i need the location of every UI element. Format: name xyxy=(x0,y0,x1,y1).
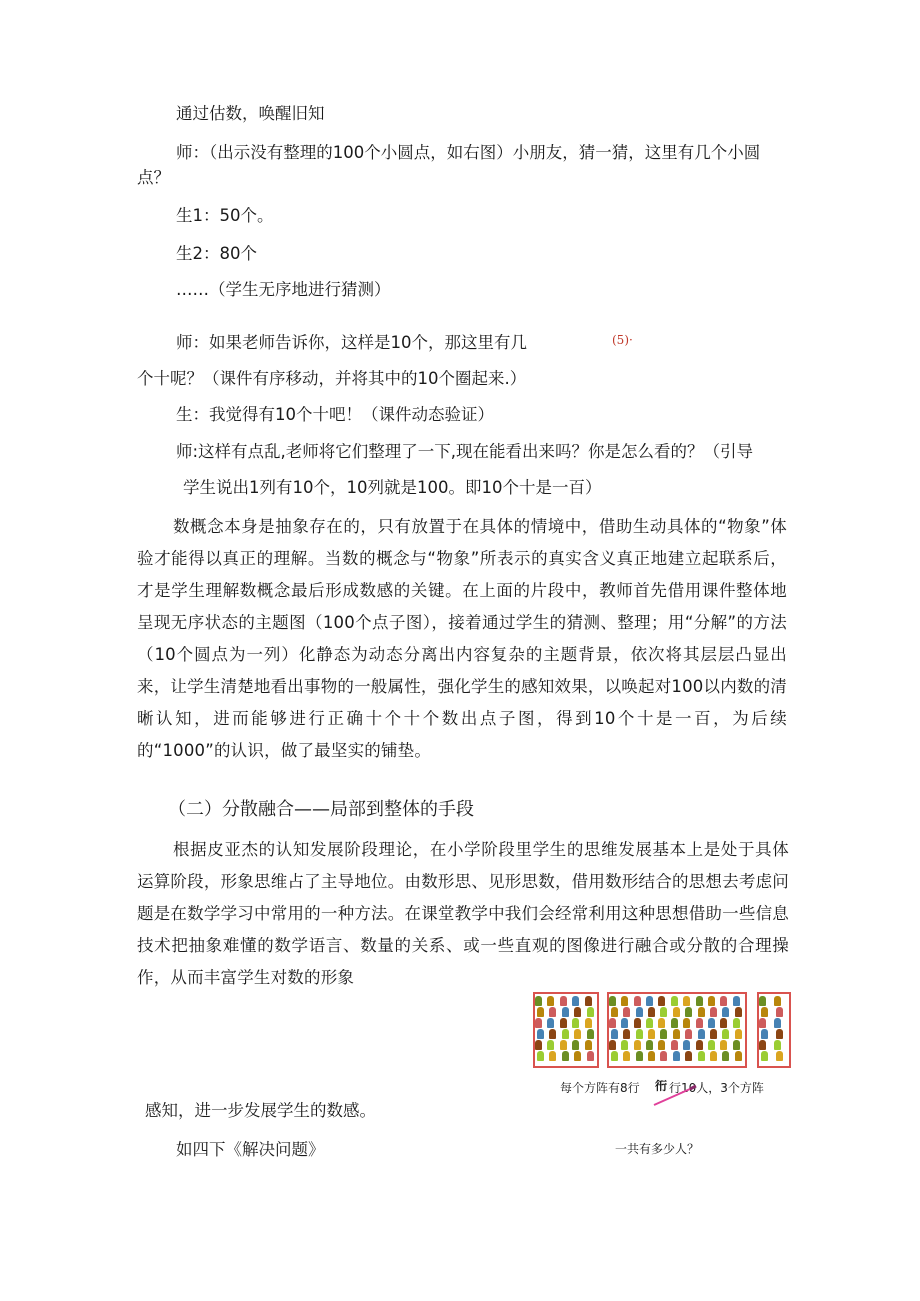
soldier-figure xyxy=(648,1029,655,1039)
soldier-figure xyxy=(636,1029,643,1039)
soldier-figure xyxy=(774,996,781,1006)
soldier-figure xyxy=(658,1018,665,1028)
teacher-line-1: 师：（出示没有整理的100个小圆点，如右图）小朋友，猜一猜，这里有几个小圆 xyxy=(176,143,761,162)
soldier-figure xyxy=(722,1051,729,1061)
paragraph-1-text: 数概念本身是抽象存在的，只有放置于在具体的情境中，借助生动具体的“物象”体验才能得以真正的理解。当数的概念与“物象”所表示的真实含义真正地建立起联系后，才是学生理解数概念最后形成数感的关键。在上面的片段中，教师首先借用课件整体地呈现无序状态的主题图（100个点子图），接着通过学生的猜测、整理；用“分解”的方法（10个圆点为一列）化静态为动态分离出内容复杂的主题背景，依次将其层层凸显出来，让学生清楚地看出事物的一般属性，强化学生的感知效果，以唤起对100以内数的清晰认知，进而能够进行正确十个十个数出点子图，得到10个十是一百，为后续的“1000”的认识，做了最坚实的铺垫。 xyxy=(137,517,787,760)
paragraph-2-end: 感知，进一步发展学生的数感。 xyxy=(145,1101,376,1120)
soldier-figure xyxy=(776,1029,783,1039)
soldier-figure xyxy=(646,1040,653,1050)
soldier-figure xyxy=(587,1007,594,1017)
soldier-figure xyxy=(710,1007,717,1017)
slide-marker: (5)· xyxy=(612,333,633,347)
soldier-figure xyxy=(537,1029,544,1039)
soldier-figure xyxy=(611,1051,618,1061)
soldier-figure xyxy=(572,1018,579,1028)
soldier-figure xyxy=(587,1029,594,1039)
teacher-line-2: 师：如果老师告诉你，这样是10个，那这里有几 xyxy=(176,333,527,352)
soldier-figure xyxy=(574,1007,581,1017)
students-guess: ……（学生无序地进行猜测） xyxy=(176,280,391,299)
teacher-line-3: 师:这样有点乱,老师将它们整理了一下,现在能看出来吗？你是怎么看的？（引导 xyxy=(176,442,754,461)
soldier-figure xyxy=(708,996,715,1006)
soldier-figure xyxy=(696,996,703,1006)
soldier-figure xyxy=(733,1018,740,1028)
soldier-figure xyxy=(733,1040,740,1050)
soldier-figure xyxy=(658,996,665,1006)
soldier-figure xyxy=(560,996,567,1006)
teacher-line-1-cont: 点？ xyxy=(137,168,170,187)
soldier-figure xyxy=(547,1018,554,1028)
soldier-figure xyxy=(776,1007,783,1017)
soldier-figure xyxy=(733,996,740,1006)
soldier-figure xyxy=(710,1051,717,1061)
soldier-figure xyxy=(759,1040,766,1050)
soldier-figure xyxy=(660,1029,667,1039)
soldier-figure xyxy=(685,1007,692,1017)
soldier-figure xyxy=(634,1018,641,1028)
soldier-figure xyxy=(708,1040,715,1050)
soldier-figure xyxy=(535,1040,542,1050)
soldier-figure xyxy=(735,1007,742,1017)
soldier-figure xyxy=(609,996,616,1006)
soldier-figure xyxy=(562,1029,569,1039)
soldier-figure xyxy=(560,1040,567,1050)
teacher-line-3-cont: 学生说出1列有10个，10列就是100。即10个十是一百） xyxy=(183,478,602,497)
soldier-figure xyxy=(611,1007,618,1017)
soldier-figure xyxy=(587,1051,594,1061)
example-line: 如四下《解决问题》 xyxy=(176,1140,325,1159)
soldier-figure xyxy=(574,1029,581,1039)
caption-rows: 每个方阵有8行 xyxy=(560,1081,640,1095)
soldier-figure xyxy=(537,1007,544,1017)
paragraph-number-concept xyxy=(137,511,787,767)
soldier-figure xyxy=(549,1029,556,1039)
caption-question: 一共有多少人？ xyxy=(615,1142,700,1156)
soldier-figure xyxy=(611,1029,618,1039)
soldier-figure xyxy=(562,1007,569,1017)
soldier-figure xyxy=(572,1040,579,1050)
soldier-figure xyxy=(572,996,579,1006)
soldier-figure xyxy=(574,1051,581,1061)
soldier-figure xyxy=(685,1029,692,1039)
pen-stroke-icon xyxy=(652,1083,698,1107)
soldier-figure xyxy=(720,1040,727,1050)
soldier-figure xyxy=(720,1018,727,1028)
soldier-figure xyxy=(720,996,727,1006)
soldier-figure xyxy=(710,1029,717,1039)
soldier-figure xyxy=(636,1051,643,1061)
soldier-figure xyxy=(621,1040,628,1050)
soldier-figure xyxy=(562,1051,569,1061)
soldier-figure xyxy=(634,996,641,1006)
soldier-figure xyxy=(683,1018,690,1028)
soldier-figure xyxy=(673,1051,680,1061)
soldier-figure xyxy=(722,1029,729,1039)
soldier-figure xyxy=(683,1040,690,1050)
formation-panel-left xyxy=(533,992,599,1068)
soldier-figure xyxy=(696,1040,703,1050)
soldier-figure xyxy=(585,1018,592,1028)
soldier-figure xyxy=(671,996,678,1006)
formation-panel-right xyxy=(757,992,791,1068)
soldier-figure xyxy=(646,996,653,1006)
soldier-figure xyxy=(698,1051,705,1061)
subheading-estimate: 通过估数，唤醒旧知 xyxy=(176,104,325,123)
paragraph-2-text: 根据皮亚杰的认知发展阶段理论，在小学阶段里学生的思维发展基本上是处于具体运算阶段，形象思维占了主导地位。由数形思、见形思数，借用数形结合的思想去考虑问题是在数学学习中常用的一种方法。在课堂教学中我们会经常利用这种思想借助一些信息技术把抽象难懂的数学语言、数量的关系、或一些直观的图像进行融合或分散的合理操作，从而丰富学生对数的形象 xyxy=(137,840,789,987)
soldier-figure xyxy=(547,996,554,1006)
soldier-figure xyxy=(696,1018,703,1028)
soldier-figure xyxy=(648,1051,655,1061)
student-line-3: 生：我觉得有10个十吧！（课件动态验证） xyxy=(176,405,494,424)
soldier-figure xyxy=(636,1007,643,1017)
soldier-figure xyxy=(623,1051,630,1061)
soldier-figure xyxy=(759,996,766,1006)
section-heading: （二）分散融合——局部到整体的手段 xyxy=(168,799,474,820)
soldier-figure xyxy=(698,1029,705,1039)
soldier-figure xyxy=(560,1018,567,1028)
soldier-figure xyxy=(761,1029,768,1039)
soldier-figure xyxy=(549,1007,556,1017)
soldier-figure xyxy=(761,1051,768,1061)
teacher-line-2-cont: 个十呢？（课件有序移动，并将其中的10个圈起来.） xyxy=(137,369,527,388)
caption-people: 行10人，3个方阵 xyxy=(669,1081,764,1095)
student1-answer: 生1：50个。 xyxy=(176,206,274,225)
soldier-figure xyxy=(671,1040,678,1050)
soldier-figure xyxy=(774,1040,781,1050)
paragraph-piaget xyxy=(137,834,789,994)
soldier-figure xyxy=(537,1051,544,1061)
soldier-figure xyxy=(621,1018,628,1028)
soldier-figure xyxy=(660,1051,667,1061)
soldier-figure xyxy=(549,1051,556,1061)
soldier-figure xyxy=(658,1040,665,1050)
soldier-figure xyxy=(735,1051,742,1061)
soldier-figure xyxy=(609,1018,616,1028)
soldier-figure xyxy=(683,996,690,1006)
soldier-figure xyxy=(621,996,628,1006)
soldier-figure xyxy=(761,1007,768,1017)
soldier-figure xyxy=(609,1040,616,1050)
student2-answer: 生2：80个 xyxy=(176,244,257,263)
soldier-figure xyxy=(722,1007,729,1017)
soldier-figure xyxy=(698,1007,705,1017)
soldier-figure xyxy=(776,1051,783,1061)
soldier-figure xyxy=(685,1051,692,1061)
soldier-figure xyxy=(648,1007,655,1017)
soldier-figure xyxy=(623,1029,630,1039)
soldier-figure xyxy=(735,1029,742,1039)
soldier-figure xyxy=(634,1040,641,1050)
soldier-figure xyxy=(585,996,592,1006)
soldier-figure xyxy=(585,1040,592,1050)
soldier-figure xyxy=(673,1007,680,1017)
soldier-figure xyxy=(774,1018,781,1028)
formation-panel-center xyxy=(607,992,747,1068)
soldier-figure xyxy=(673,1029,680,1039)
soldier-figure xyxy=(547,1040,554,1050)
soldier-figure xyxy=(535,996,542,1006)
soldier-figure xyxy=(646,1018,653,1028)
soldier-figure xyxy=(671,1018,678,1028)
soldier-figure xyxy=(708,1018,715,1028)
soldier-figure xyxy=(759,1018,766,1028)
soldier-figure xyxy=(660,1007,667,1017)
soldier-figure xyxy=(535,1018,542,1028)
soldier-figure xyxy=(623,1007,630,1017)
caption-prefix: 衎 xyxy=(655,1079,668,1093)
